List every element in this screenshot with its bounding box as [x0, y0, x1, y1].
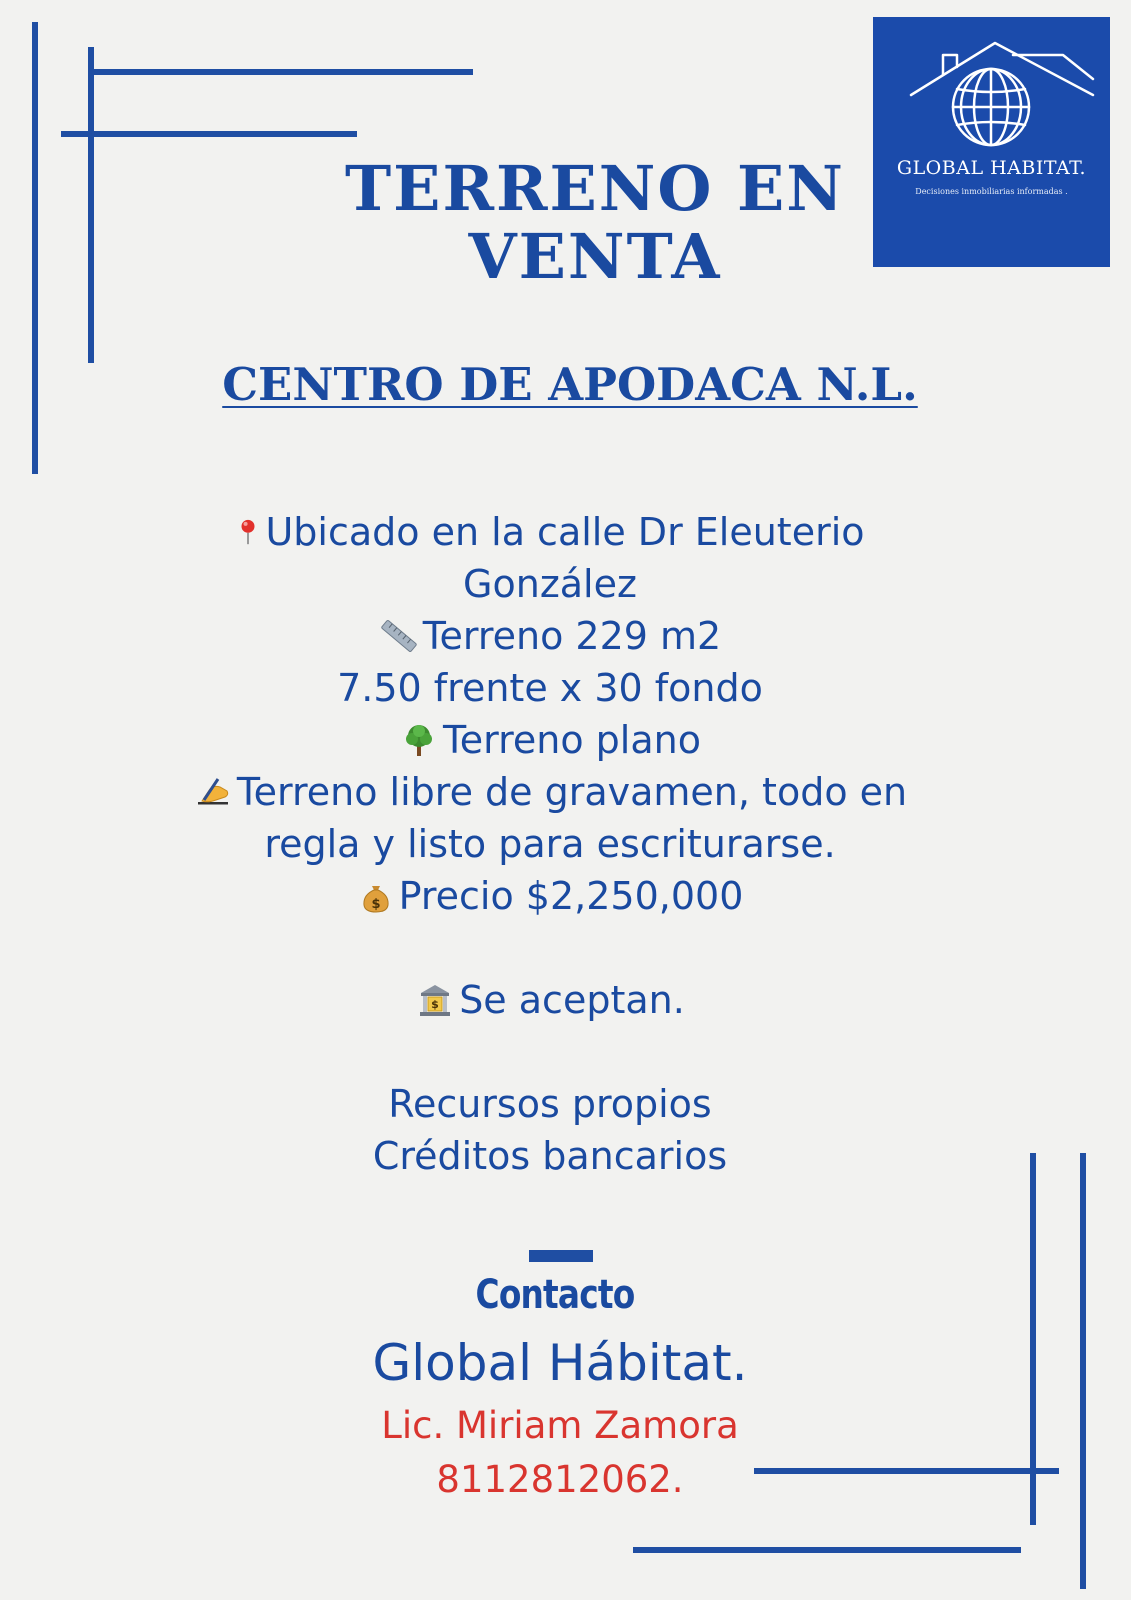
detail-legal [140, 766, 960, 818]
writing-hand-icon [193, 775, 233, 809]
logo-tagline: Decisiones inmobiliarias informadas . [915, 187, 1068, 196]
property-details [140, 506, 960, 1182]
frame-line-inner-vertical [88, 47, 94, 363]
house-globe-icon [873, 17, 1110, 167]
title-line-2: VENTA [468, 220, 722, 293]
detail-location-text: Ubicado en la calle Dr Eleuterio [265, 510, 865, 554]
company-logo [873, 17, 1110, 267]
detail-legal-cont: regla y listo para escriturarse. [264, 822, 836, 866]
title-line-1: TERRENO EN [345, 152, 845, 225]
tree-icon [399, 723, 439, 757]
listing-title [300, 152, 890, 293]
detail-accepted [140, 974, 960, 1026]
detail-legal-text: Terreno libre de gravamen, todo en [236, 770, 908, 814]
detail-terrain-text: Terreno plano [443, 718, 701, 762]
contact-agent: Lic. Miriam Zamora [381, 1404, 739, 1447]
ruler-icon [379, 619, 419, 653]
detail-terrain [140, 714, 960, 766]
frame-line-right-vertical-2 [1080, 1153, 1086, 1589]
frame-line-top-horizontal [88, 69, 473, 75]
payment-option-1: Recursos propios [388, 1082, 712, 1126]
pin-icon [235, 515, 261, 549]
payment-option-2: Créditos bancarios [372, 1134, 728, 1178]
money-bag-icon [357, 879, 395, 913]
detail-accepted-text: Se aceptan. [459, 978, 685, 1022]
svg-text:$: $ [371, 897, 381, 912]
svg-text:$: $ [431, 998, 440, 1011]
contact-heading: Contacto [475, 1272, 635, 1318]
location-heading-text: CENTRO DE APODACA N.L. [222, 358, 918, 411]
contact-company: Global Hábitat. [372, 1334, 748, 1392]
detail-price-text: Precio $2,250,000 [398, 874, 744, 918]
logo-company-name: GLOBAL HABITAT. [896, 157, 1087, 179]
spacer [140, 1026, 960, 1078]
detail-area-text: Terreno 229 m2 [422, 614, 722, 658]
contact-phone[interactable]: 8112812062. [436, 1458, 684, 1501]
detail-location-cont: González [463, 562, 637, 606]
detail-location [140, 506, 960, 558]
location-heading [150, 360, 990, 410]
contact-divider [529, 1250, 593, 1262]
frame-line-left-vertical [32, 22, 38, 474]
detail-dimensions: 7.50 frente x 30 fondo [337, 666, 763, 710]
detail-price [140, 870, 960, 922]
detail-area [140, 610, 960, 662]
frame-line-second-horizontal [61, 131, 357, 137]
spacer [140, 922, 960, 974]
bank-icon [415, 983, 455, 1017]
frame-line-bottom-horizontal-2 [633, 1547, 1021, 1553]
